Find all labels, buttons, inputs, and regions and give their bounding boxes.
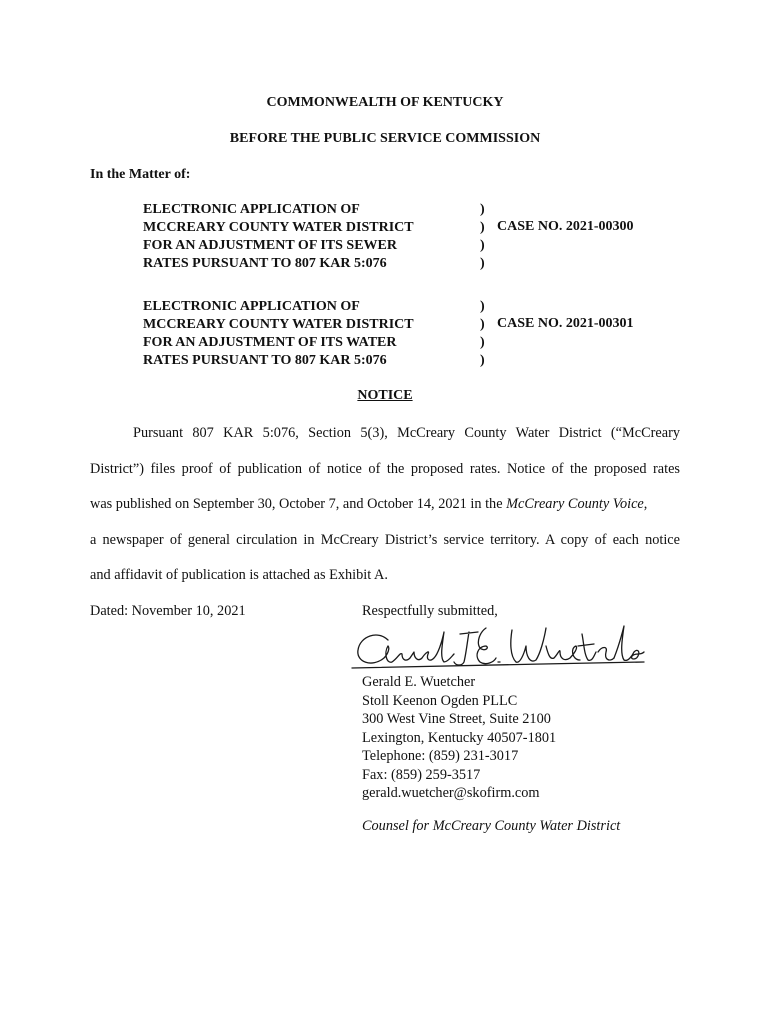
caption-line: ELECTRONIC APPLICATION OF: [143, 299, 360, 314]
paren: ): [480, 238, 485, 253]
notice-line-3-text: was published on September 30, October 7, and October 14, 2021 in the: [90, 496, 507, 512]
newspaper-name: McCreary County Voice: [506, 496, 644, 512]
counsel-line: Counsel for McCreary County Water District: [362, 818, 621, 834]
address-line-2: Lexington, Kentucky 40507-1801: [362, 729, 557, 746]
caption-line: FOR AN ADJUSTMENT OF ITS WATER: [143, 335, 397, 350]
caption-line: RATES PURSUANT TO 807 KAR 5:076: [143, 256, 387, 271]
firm-name: Stoll Keenon Ogden PLLC: [362, 692, 518, 709]
case-parens-1: [480, 201, 485, 273]
paren: ): [480, 317, 485, 332]
case-parens-2: [480, 298, 485, 370]
case-caption-2: [143, 298, 414, 370]
signature-block: [362, 673, 556, 803]
case-number-2: CASE NO. 2021-00301: [497, 316, 634, 331]
paren: ): [480, 299, 485, 314]
caption-line: MCCREARY COUNTY WATER DISTRICT: [143, 220, 414, 235]
notice-line-1: Pursuant 807 KAR 5:076, Section 5(3), McCreary County Water District (“McCreary: [133, 425, 680, 441]
fax: Fax: (859) 259-3517: [362, 766, 481, 783]
address-line-1: 300 West Vine Street, Suite 2100: [362, 711, 551, 727]
case-number-1: CASE NO. 2021-00300: [497, 219, 634, 234]
header-commission: BEFORE THE PUBLIC SERVICE COMMISSION: [229, 131, 541, 146]
paren: ): [480, 335, 485, 350]
caption-line: FOR AN ADJUSTMENT OF ITS SEWER: [143, 238, 397, 253]
caption-line: RATES PURSUANT TO 807 KAR 5:076: [143, 353, 387, 368]
case-caption-1: [143, 201, 414, 273]
paren: ): [480, 220, 485, 235]
matter-label: In the Matter of:: [90, 167, 191, 182]
attorney-name: Gerald E. Wuetcher: [362, 674, 476, 690]
notice-line-5: and affidavit of publication is attached as Exhibit A.: [90, 567, 388, 583]
notice-line-3: [90, 496, 647, 513]
signature-image: [348, 618, 648, 676]
notice-title: NOTICE: [357, 388, 413, 403]
paren: ): [480, 256, 485, 271]
email-address[interactable]: gerald.wuetcher@skofirm.com: [362, 785, 540, 801]
caption-line: MCCREARY COUNTY WATER DISTRICT: [143, 317, 414, 332]
closing-line: Respectfully submitted,: [362, 603, 498, 619]
dated-line: Dated: November 10, 2021: [90, 603, 246, 619]
header-commonwealth: COMMONWEALTH OF KENTUCKY: [266, 95, 504, 110]
paren: ): [480, 202, 485, 217]
paren: ): [480, 353, 485, 368]
notice-line-3-end: ,: [643, 496, 648, 512]
notice-line-4: a newspaper of general circulation in McCreary District’s service territory. A copy of each notice: [90, 532, 680, 548]
telephone: Telephone: (859) 231-3017: [362, 748, 519, 764]
notice-line-2: District”) files proof of publication of notice of the proposed rates. Notice of the proposed rates: [90, 461, 680, 477]
caption-line: ELECTRONIC APPLICATION OF: [143, 202, 360, 217]
